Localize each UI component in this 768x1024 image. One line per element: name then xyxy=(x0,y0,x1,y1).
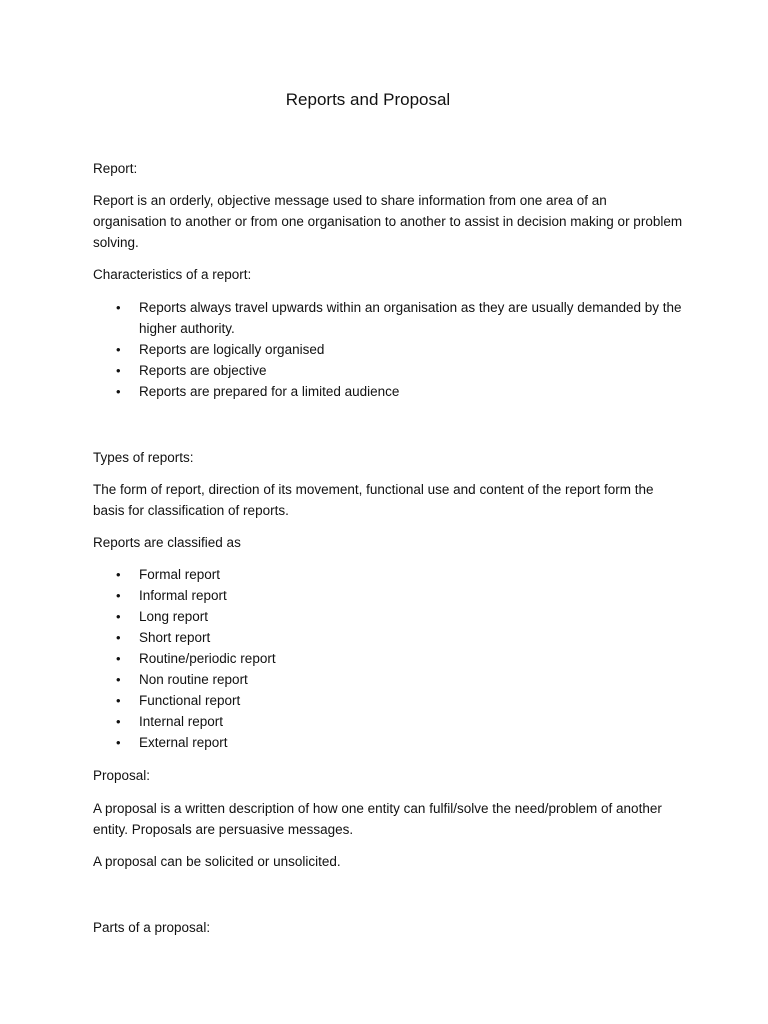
list-item-text: External report xyxy=(139,735,228,750)
list-item-text: Reports always travel upwards within an organisation as they are usually demanded by the higher authority. xyxy=(139,300,682,336)
list-item-text: Long report xyxy=(139,609,209,624)
bullet-icon: • xyxy=(116,567,121,582)
list-item-text: Formal report xyxy=(139,567,221,582)
bullet-icon: • xyxy=(116,693,121,708)
list-item-text: Reports are logically organised xyxy=(139,342,325,357)
types-heading: Types of reports: xyxy=(93,450,194,465)
types-paragraph: The form of report, direction of its movement, functional use and content of the report form the basis for classification of reports. xyxy=(93,482,654,518)
list-item-text: Reports are objective xyxy=(139,363,267,378)
list-item xyxy=(93,339,683,360)
list-item xyxy=(93,627,683,648)
bullet-icon: • xyxy=(116,300,121,315)
bullet-icon: • xyxy=(116,342,121,357)
bullet-icon: • xyxy=(116,735,121,750)
list-item-text: Short report xyxy=(139,630,211,645)
bullet-icon: • xyxy=(116,672,121,687)
characteristics-list xyxy=(93,297,683,402)
list-item xyxy=(93,648,683,669)
list-item-text: Functional report xyxy=(139,693,241,708)
bullet-icon: • xyxy=(116,651,121,666)
list-item xyxy=(93,360,683,381)
bullet-icon: • xyxy=(116,363,121,378)
proposal-types: A proposal can be solicited or unsolicited. xyxy=(93,854,341,869)
characteristics-heading: Characteristics of a report: xyxy=(93,267,252,282)
list-item xyxy=(93,732,683,753)
proposal-definition: A proposal is a written description of how one entity can fulfil/solve the need/problem of another entity. Proposals are persuasive messages. xyxy=(93,801,662,837)
bullet-icon: • xyxy=(116,609,121,624)
list-item xyxy=(93,690,683,711)
proposal-heading: Proposal: xyxy=(93,768,151,783)
bullet-icon: • xyxy=(116,588,121,603)
list-item xyxy=(93,711,683,732)
report-types-list xyxy=(93,564,683,753)
list-item-text: Routine/periodic report xyxy=(139,651,276,666)
list-item-text: Informal report xyxy=(139,588,227,603)
list-item xyxy=(93,381,683,402)
bullet-icon: • xyxy=(116,630,121,645)
list-item-text: Non routine report xyxy=(139,672,248,687)
classified-intro: Reports are classified as xyxy=(93,535,241,550)
list-item xyxy=(93,585,683,606)
list-item xyxy=(93,297,683,339)
bullet-icon: • xyxy=(116,384,121,399)
list-item-text: Reports are prepared for a limited audience xyxy=(139,384,400,399)
list-item xyxy=(93,606,683,627)
report-definition: Report is an orderly, objective message used to share information from one area of an organisation to another or from one organisation to another to assist in decision making or problem solving. xyxy=(93,193,683,250)
list-item xyxy=(93,564,683,585)
list-item-text: Internal report xyxy=(139,714,224,729)
document-title: Reports and Proposal xyxy=(285,90,451,109)
report-heading: Report: xyxy=(93,161,138,176)
bullet-icon: • xyxy=(116,714,121,729)
parts-heading: Parts of a proposal: xyxy=(93,920,211,935)
list-item xyxy=(93,669,683,690)
